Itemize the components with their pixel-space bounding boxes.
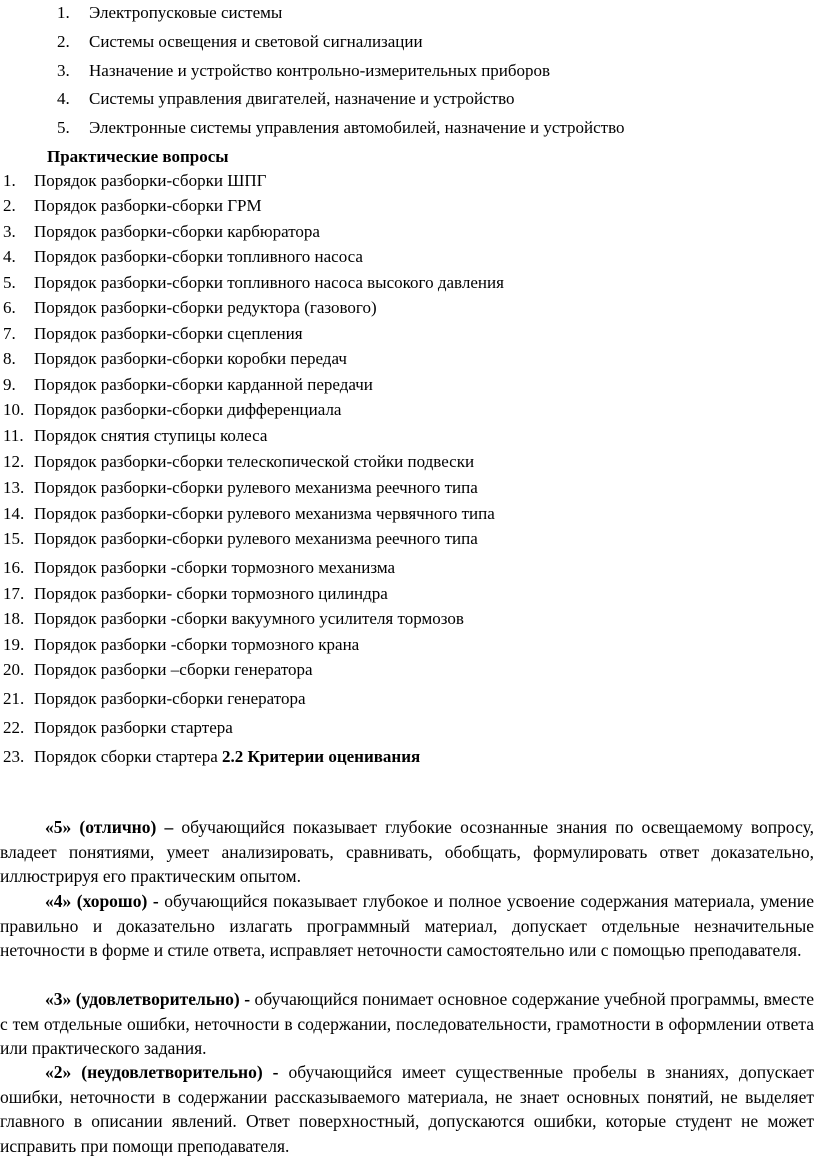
list-number: 19. [3, 635, 25, 654]
list-text: Порядок разборки-сборки ГРМ [34, 196, 262, 215]
list-text: Порядок разборки-сборки топливного насоса [34, 247, 363, 266]
list-number: 12. [3, 452, 25, 471]
list-number: 18. [3, 609, 25, 628]
list-number: 3. [57, 61, 70, 80]
list-text: Электронные системы управления автомобилей, назначение и устройство [89, 118, 625, 137]
list-text: Электропусковые системы [89, 3, 283, 22]
list-text: Порядок снятия ступицы колеса [34, 426, 268, 445]
list-text: Порядок разборки-сборки рулевого механизма червячного типа [34, 504, 495, 523]
list-number: 7. [3, 324, 16, 343]
list-text: Порядок разборки-сборки топливного насоса высокого давления [34, 273, 504, 292]
practical-heading: Практические вопросы [47, 147, 229, 166]
list-number: 4. [3, 247, 16, 266]
list-text: Системы управления двигателей, назначение и устройство [89, 89, 515, 108]
list-text: Порядок разборки- сборки тормозного цилиндра [34, 584, 388, 603]
list-text: Назначение и устройство контрольно-измерительных приборов [89, 61, 551, 80]
list-number: 1. [57, 3, 70, 22]
list-number: 23. [3, 747, 25, 766]
list-text: Порядок разборки-сборки телескопической стойки подвески [34, 452, 475, 471]
list-text: Порядок разборки-сборки карданной передачи [34, 375, 373, 394]
list-text: Порядок разборки-сборки редуктора (газового) [34, 298, 377, 317]
grade-text: обучающийся имеет существенные пробелы в знаниях, допускает ошибки, неточности в содержании рассказываемого материала, не знает основных понятий, не выделяет главного в описании явлений. Ответ поверхностный, допускаются ошибки, которые студент не может исправить при помощи преподавателя. [0, 1062, 814, 1157]
grade-label: «2» (неудовлетворительно) - [45, 1062, 279, 1082]
list-number: 20. [3, 660, 25, 679]
grade-text: обучающийся показывает глубокое и полное усвоение содержания материала, умение правильно и доказательно излагать программный материал, допускает отдельные незначительные неточности в форме и стиле ответа, исправляет неточности самостоятельно или с помощью преподавателя. [0, 891, 814, 961]
list-number: 2. [3, 196, 16, 215]
list-text: Порядок разборки-сборки дифференциала [34, 400, 342, 419]
list-number: 9. [3, 375, 16, 394]
list-number: 5. [57, 118, 70, 137]
list-text: Порядок разборки-сборки рулевого механизма реечного типа [34, 529, 478, 548]
list-text: Порядок разборки-сборки сцепления [34, 324, 303, 343]
criteria-heading: 2.2 Критерии оценивания [222, 747, 421, 766]
grade-paragraph [0, 889, 814, 963]
list-number: 4. [57, 89, 70, 108]
list-number: 21. [3, 689, 25, 708]
grade-label: «3» (удовлетворительно) - [45, 989, 251, 1009]
list-text: Порядок разборки –сборки генератора [34, 660, 313, 679]
list-text: Порядок разборки-сборки карбюратора [34, 222, 320, 241]
list-number: 3. [3, 222, 16, 241]
list-text: Порядок разборки-сборки генератора [34, 689, 306, 708]
list-number: 11. [3, 426, 24, 445]
list-text: Порядок разборки -сборки тормозного крана [34, 635, 360, 654]
grade-paragraph [0, 1060, 814, 1159]
list-number: 8. [3, 349, 16, 368]
grade-label: «5» (отлично) – [45, 817, 174, 837]
list-number: 14. [3, 504, 25, 523]
list-number: 22. [3, 718, 25, 737]
list-number: 2. [57, 32, 70, 51]
list-text: Порядок разборки-сборки коробки передач [34, 349, 347, 368]
list-number: 15. [3, 529, 25, 548]
list-text: Порядок сборки стартера [34, 747, 223, 766]
list-text-wrap [34, 747, 420, 767]
list-number: 16. [3, 558, 25, 577]
list-number: 6. [3, 298, 16, 317]
list-number: 13. [3, 478, 25, 497]
grade-text: обучающийся понимает основное содержание учебной программы, вместе с тем отдельные ошибки, неточности в содержании, последовательности, грамотности в оформлении ответа или практического задания. [0, 989, 814, 1059]
list-number: 17. [3, 584, 25, 603]
list-number: 1. [3, 171, 16, 190]
grade-paragraph [0, 987, 814, 1061]
grade-paragraph [0, 815, 814, 889]
list-text: Порядок разборки-сборки ШПГ [34, 171, 267, 190]
list-number: 10. [3, 400, 25, 419]
list-number: 5. [3, 273, 16, 292]
list-text: Порядок разборки -сборки вакуумного усилителя тормозов [34, 609, 464, 628]
list-text: Порядок разборки-сборки рулевого механизма реечного типа [34, 478, 478, 497]
list-text: Порядок разборки стартера [34, 718, 233, 737]
list-text: Системы освещения и световой сигнализации [89, 32, 423, 51]
grade-label: «4» (хорошо) - [45, 891, 159, 911]
grade-text: обучающийся показывает глубокие осознанные знания по освещаемому вопросу, владеет понятиями, умеет анализировать, сравнивать, обобщать, формулировать ответ доказательно, иллюстрируя его практическим опытом. [0, 817, 814, 887]
list-text: Порядок разборки -сборки тормозного механизма [34, 558, 396, 577]
